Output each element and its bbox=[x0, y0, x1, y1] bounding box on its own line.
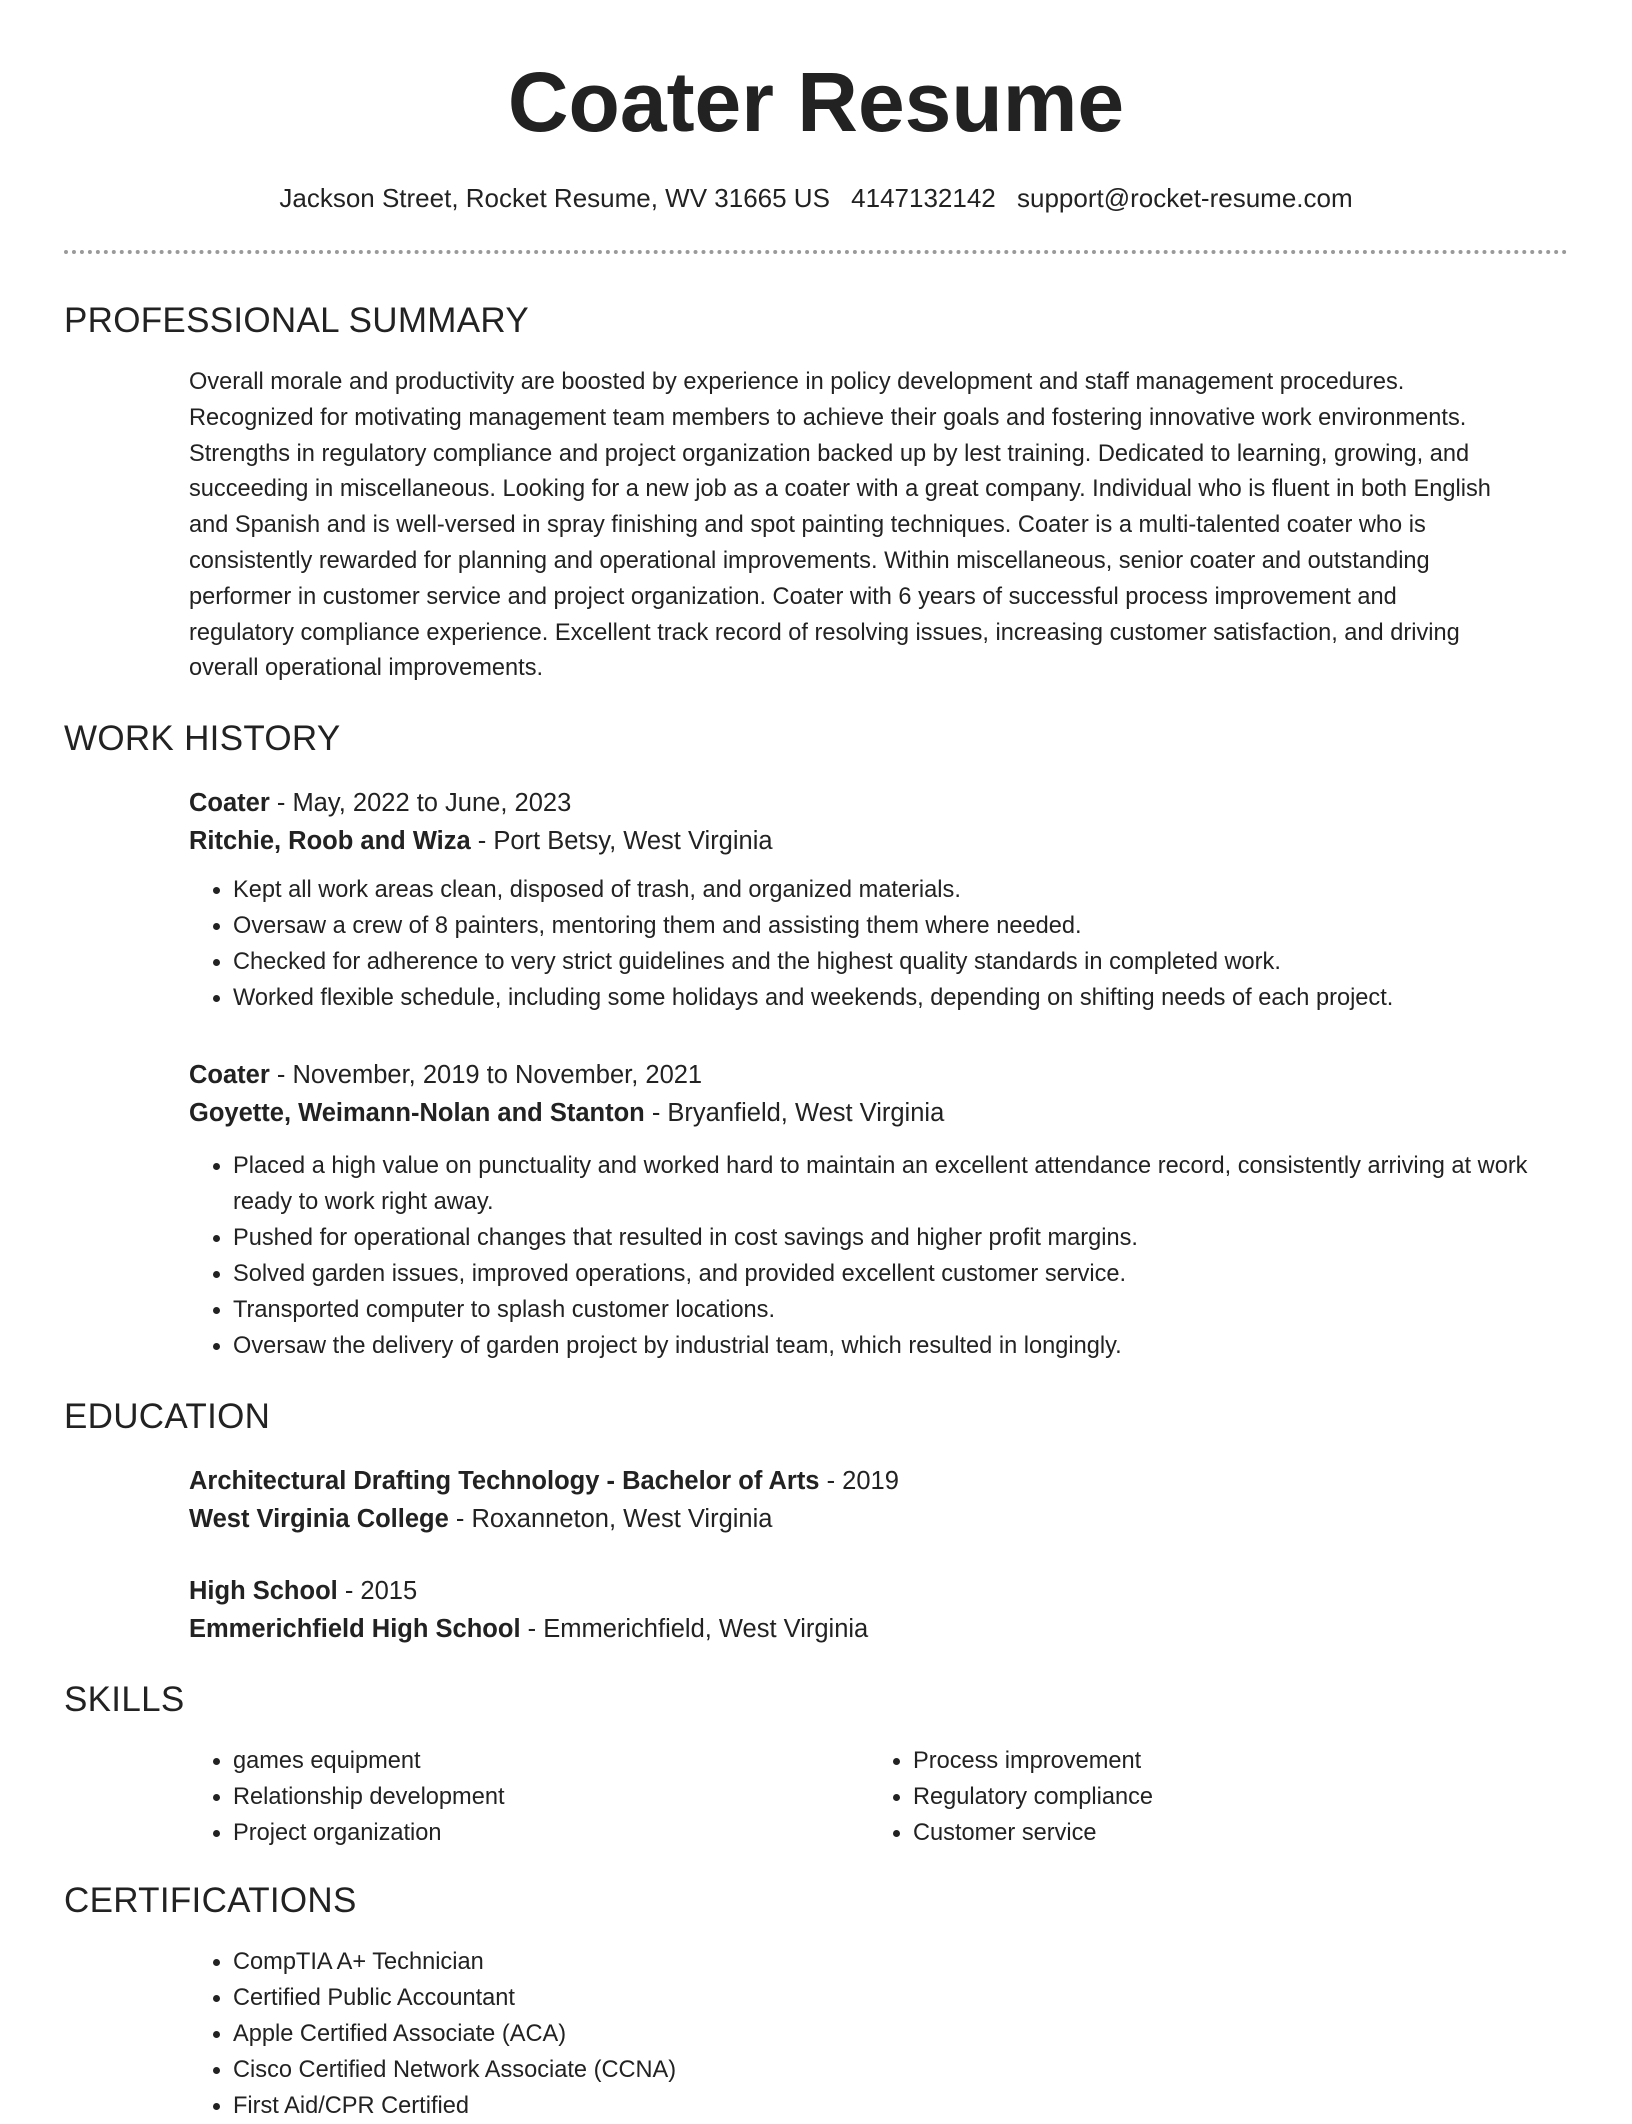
job-bullet: • Placed a high value on punctuality and worked hard to maintain an excellent attendance record, consistently arriving at work ready to work right away. bbox=[233, 1148, 1573, 1220]
job-location: - Bryanfield, West Virginia bbox=[644, 1099, 945, 1127]
job-dates: - May, 2022 to June, 2023 bbox=[269, 789, 572, 817]
job-company: Goyette, Weimann-Nolan and Stanton bbox=[189, 1099, 645, 1127]
job-title-line bbox=[189, 784, 1569, 822]
summary-line: Strengths in regulatory compliance and project organization backed up by lest training. Dedicated to learning, growing, and bbox=[189, 440, 1470, 467]
section-heading-work: WORK HISTORY bbox=[64, 719, 341, 758]
job-bullets bbox=[189, 872, 1569, 1016]
skill-item: • Project organization bbox=[233, 1815, 789, 1851]
job-bullet: • Worked flexible schedule, including some holidays and weekends, depending on shifting needs of each project. bbox=[233, 980, 1569, 1016]
summary-line: consistently rewarded for planning and operational improvements. Within miscellaneous, senior coater and outstanding bbox=[189, 547, 1430, 574]
contact-email: support@rocket-resume.com bbox=[1017, 183, 1353, 213]
summary-line: regulatory compliance experience. Excellent track record of resolving issues, increasing customer satisfaction, and driving bbox=[189, 619, 1460, 646]
job-company-line bbox=[189, 822, 1569, 860]
section-heading-certifications: CERTIFICATIONS bbox=[64, 1881, 357, 1920]
summary-line: Overall morale and productivity are boosted by experience in policy development and staff management procedures. bbox=[189, 369, 1405, 395]
job-company: Ritchie, Roob and Wiza bbox=[189, 827, 471, 855]
skill-item: • Process improvement bbox=[913, 1743, 1469, 1779]
certification-item: • CompTIA A+ Technician bbox=[233, 1944, 1569, 1980]
summary-text bbox=[189, 365, 1569, 687]
job-title: Coater bbox=[189, 1061, 270, 1089]
education-entry bbox=[189, 1462, 1569, 1538]
section-heading-summary: PROFESSIONAL SUMMARY bbox=[64, 301, 529, 340]
header-divider bbox=[64, 250, 1568, 254]
certifications-block bbox=[189, 1944, 1569, 2124]
summary-line: and Spanish and is well-versed in spray finishing and spot painting techniques. Coater is a multi-talented coater who is bbox=[189, 512, 1426, 539]
job-bullet: • Oversaw the delivery of garden project by industrial team, which resulted in longingly. bbox=[233, 1328, 1573, 1364]
education-school: West Virginia College bbox=[189, 1505, 449, 1533]
education-location: - Roxanneton, West Virginia bbox=[448, 1505, 773, 1533]
contact-address: Jackson Street, Rocket Resume, WV 31665 US bbox=[279, 183, 830, 213]
skills-column-left bbox=[189, 1743, 789, 1851]
job-bullet: • Kept all work areas clean, disposed of trash, and organized materials. bbox=[233, 872, 1569, 908]
education-school: Emmerichfield High School bbox=[189, 1615, 521, 1643]
education-degree-line bbox=[189, 1462, 1569, 1500]
job-title: Coater bbox=[189, 789, 270, 817]
contact-phone: 4147132142 bbox=[851, 183, 996, 213]
education-school-line bbox=[189, 1500, 1569, 1538]
summary-line: performer in customer service and project organization. Coater with 6 years of successful process improvement and bbox=[189, 583, 1397, 610]
education-year: - 2015 bbox=[337, 1577, 418, 1605]
job-entry bbox=[189, 784, 1569, 1016]
skills-list bbox=[189, 1743, 789, 1851]
section-heading-education: EDUCATION bbox=[64, 1397, 271, 1436]
certification-item: • Cisco Certified Network Associate (CCNA) bbox=[233, 2052, 1569, 2088]
skills-column-right bbox=[869, 1743, 1469, 1851]
summary-block bbox=[189, 365, 1569, 687]
job-dates: - November, 2019 to November, 2021 bbox=[269, 1061, 703, 1089]
certification-item: • Apple Certified Associate (ACA) bbox=[233, 2016, 1569, 2052]
job-bullets bbox=[189, 1148, 1573, 1364]
certification-item: • Certified Public Accountant bbox=[233, 1980, 1569, 2016]
job-company-line bbox=[189, 1094, 1569, 1132]
contact-info bbox=[0, 180, 1632, 216]
skill-item: • Customer service bbox=[913, 1815, 1469, 1851]
education-year: - 2019 bbox=[819, 1467, 899, 1495]
job-bullet: • Solved garden issues, improved operations, and provided excellent customer service. bbox=[233, 1256, 1573, 1292]
job-bullet: • Pushed for operational changes that resulted in cost savings and higher profit margins. bbox=[233, 1220, 1573, 1256]
summary-line: overall operational improvements. bbox=[189, 655, 544, 682]
education-school-line bbox=[189, 1610, 1569, 1648]
summary-line: succeeding in miscellaneous. Looking for a new job as a coater with a great company. Individual who is fluent in both English bbox=[189, 476, 1491, 503]
skills-list bbox=[869, 1743, 1469, 1851]
education-degree: High School bbox=[189, 1577, 338, 1605]
skill-item: • Relationship development bbox=[233, 1779, 789, 1815]
education-degree: Architectural Drafting Technology - Bachelor of Arts bbox=[189, 1467, 820, 1495]
certifications-list bbox=[189, 1944, 1569, 2124]
education-location: - Emmerichfield, West Virginia bbox=[520, 1615, 869, 1643]
skill-item: • games equipment bbox=[233, 1743, 789, 1779]
skill-item: • Regulatory compliance bbox=[913, 1779, 1469, 1815]
certification-item: • First Aid/CPR Certified bbox=[233, 2088, 1569, 2124]
section-heading-skills: SKILLS bbox=[64, 1680, 185, 1719]
education-entry bbox=[189, 1572, 1569, 1648]
job-bullet: • Checked for adherence to very strict guidelines and the highest quality standards in completed work. bbox=[233, 944, 1569, 980]
education-degree-line bbox=[189, 1572, 1569, 1610]
job-entry bbox=[189, 1056, 1569, 1364]
summary-line: Recognized for motivating management team members to achieve their goals and fostering innovative work environments. bbox=[189, 404, 1467, 431]
page-title: Coater Resume bbox=[507, 55, 1125, 149]
job-location: - Port Betsy, West Virginia bbox=[470, 827, 773, 855]
job-title-line bbox=[189, 1056, 1569, 1094]
job-bullet: • Oversaw a crew of 8 painters, mentoring them and assisting them where needed. bbox=[233, 908, 1569, 944]
job-bullet: • Transported computer to splash customer locations. bbox=[233, 1292, 1573, 1328]
